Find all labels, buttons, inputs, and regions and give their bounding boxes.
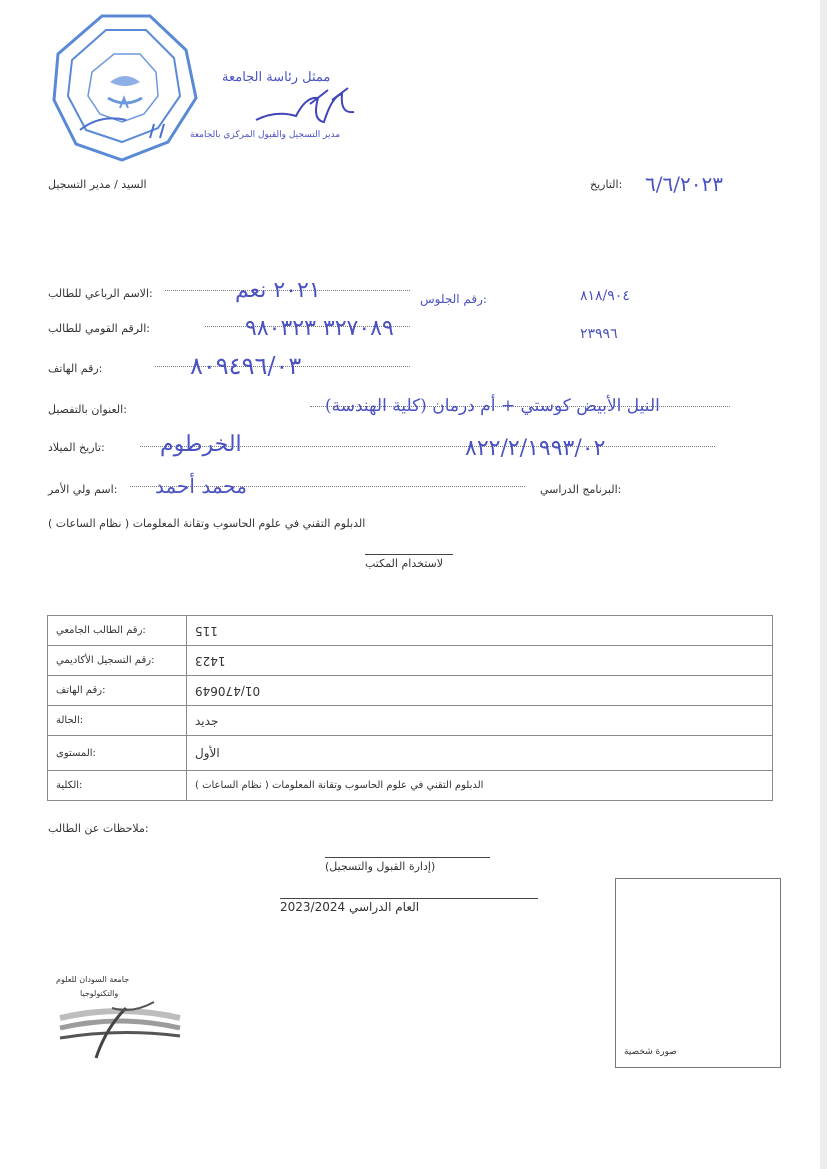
exam-number-label: رقم الجلوس: [420, 292, 487, 306]
phone-label: رقم الهاتف: [48, 362, 103, 375]
recipient-label: السيد / مدير التسجيل [48, 178, 147, 191]
exam-number-value: ٨١٨/٩٠٤ [580, 288, 630, 304]
student-info-table [47, 615, 773, 801]
signer-note: مدير التسجيل والقبول المركزي بالجامعة [190, 130, 341, 140]
table-value-text: 1423 [195, 653, 226, 668]
institution-logo-icon [56, 972, 184, 1064]
table-row [48, 771, 773, 801]
date-value: ٦/٦/٢٠٢٣ [645, 172, 723, 196]
table-key: الكلية: [48, 771, 187, 801]
signature-icon [250, 86, 370, 130]
academic-year-line: العام الدراسي 2023/2024 [280, 900, 420, 914]
table-row [48, 736, 773, 771]
photo-label: صورة شخصية [624, 1047, 677, 1057]
table-key: المستوى: [48, 736, 187, 771]
address-value: (كلية الهندسة) النيل الأبيض كوستي + أم درمان [325, 396, 660, 416]
national-id-extra: ٢٣٩٩٦ [580, 326, 618, 342]
table-value: الأول [187, 736, 773, 771]
university-seal-icon [50, 12, 200, 162]
table-key: رقم التسجيل الأكاديمي: [48, 646, 187, 676]
department-line: (إدارة القبول والتسجيل) [325, 860, 436, 873]
table-key: الحالة: [48, 706, 187, 736]
table-key: رقم الطالب الجامعي: [48, 616, 187, 646]
program-label: البرنامج الدراسي: [540, 483, 622, 496]
birth-place-value: الخرطوم [160, 432, 242, 457]
page-edge [820, 0, 827, 1169]
student-name-label: الاسم الرباعي للطالب: [48, 287, 153, 300]
signer-text: ممثل رئاسة الجامعة [222, 70, 331, 85]
guardian-value: محمد أحمد [155, 474, 248, 498]
table-value: ( نظام الساعات ) الدبلوم التقني في علوم الحاسوب وتقانة المعلومات [187, 771, 773, 801]
office-use-underline [365, 554, 453, 555]
table-key: رقم الهاتف: [48, 676, 187, 706]
program-statement: ( نظام الساعات ) الدبلوم التقني في علوم الحاسوب وتقانة المعلومات [48, 517, 366, 530]
table-value-text: 01/470649 [195, 683, 261, 698]
table-value: جديد [187, 706, 773, 736]
remarks-label: ملاحظات عن الطالب: [48, 822, 149, 835]
date-label: التاريخ: [590, 178, 623, 191]
birth-label: تاريخ الميلاد: [48, 441, 105, 454]
office-use-label: لاستخدام المكتب [365, 557, 444, 570]
phone-value: ٨٠٩٤٩٦/٠٣ [190, 352, 302, 380]
table-value [187, 616, 773, 646]
logo-text-line2: والتكنولوجيا [80, 989, 119, 998]
table-row [48, 706, 773, 736]
logo-text-line1: جامعة السودان للعلوم [56, 975, 130, 984]
national-id-label: الرقم القومي للطالب: [48, 322, 151, 335]
address-label: العنوان بالتفصيل: [48, 403, 127, 416]
photo-box [615, 878, 781, 1068]
national-id-value: ٣٢٧٠٨٩ ٩٨٠٣٢٣ [245, 316, 394, 341]
table-value-text: 115 [195, 623, 218, 638]
department-underline [325, 857, 490, 858]
birth-value: ٨٢٢/٢/١٩٩٣/٠٢ [465, 436, 606, 461]
table-row [48, 646, 773, 676]
table-row [48, 676, 773, 706]
table-value [187, 676, 773, 706]
table-value [187, 646, 773, 676]
academic-year-underline [280, 898, 538, 899]
table-row [48, 616, 773, 646]
guardian-label: اسم ولي الأمر: [48, 483, 118, 496]
student-name-value: ٢٠٢١ نعم [235, 278, 321, 303]
